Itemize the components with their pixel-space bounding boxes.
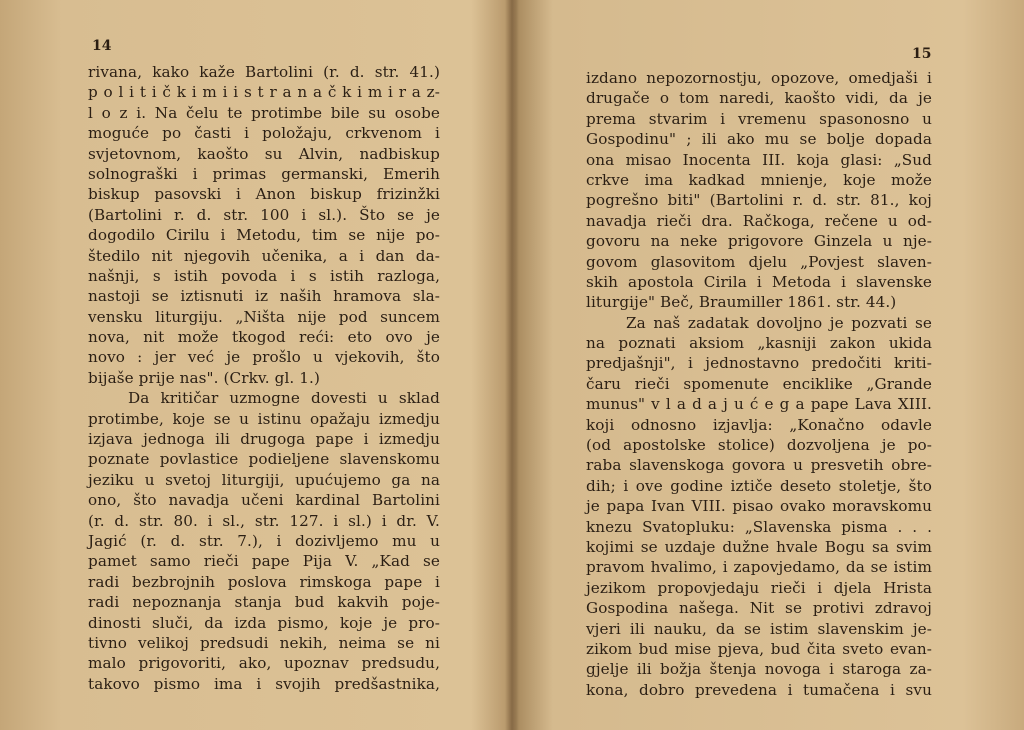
text-line: skih apostola Cirila i Metoda i slavenske	[586, 272, 932, 291]
text-line: čaru rieči spomenute enciklike „Grande	[586, 374, 932, 393]
text-line: Gospodinu" ; ili ako mu se bolje dopada	[586, 130, 932, 149]
text-line: izdano nepozornostju, opozove, omedjaši i	[586, 69, 932, 87]
text-line: predjašnji", i jednostavno predočiti kriti-	[586, 354, 932, 373]
text-line: novo : jer već je prošlo u vjekovih, što	[88, 348, 440, 367]
text-line: svjetovnom, kaošto su Alvin, nadbiskup	[88, 144, 440, 163]
text-line: jeziku u svetoj liturgiji, upućujemo ga na	[88, 470, 440, 489]
text-line: navadja rieči dra. Račkoga, rečene u od-	[586, 211, 932, 230]
text-line: je papa Ivan VIII. pisao ovako moravskomu	[586, 497, 932, 516]
text-line: moguće po časti i položaju, crkvenom i	[88, 124, 440, 143]
text-line: solnograški i primas germanski, Emerih	[88, 164, 440, 183]
text-line: poznate povlastice podieljene slavenskomu	[88, 450, 440, 469]
text-line: (r. d. str. 80. i sl., str. 127. i sl.) i dr. V.	[88, 511, 440, 530]
text-line: rivana, kako kaže Bartolini (r. d. str. 41.)	[88, 63, 440, 81]
text-line: na poznati aksiom „kasniji zakon ukida	[586, 334, 932, 353]
left-page-text	[88, 62, 440, 694]
text-line: jezikom propovjedaju rieči i djela Hrista	[586, 578, 932, 597]
text-line: prema stvarim i vremenu spasonosno u	[586, 109, 932, 128]
text-line: izjava jednoga ili drugoga pape i izmedju	[88, 430, 440, 449]
text-line: kona, dobro prevedena i tumačena i svu	[586, 680, 932, 699]
text-line: (od apostolske stolice) dozvoljena je po-	[586, 436, 932, 455]
text-line: zikom bud mise pjeva, bud čita sveto evan-	[586, 639, 932, 658]
text-line: gjelje ili božja štenja novoga i staroga za-	[586, 660, 932, 679]
text-line: liturgije" Beč, Braumiller 1861. str. 44.)	[586, 293, 897, 312]
text-line: koji odnosno izjavlja: „Konačno odavle	[586, 415, 932, 434]
text-line: Gospodina našega. Nit se protivi zdravoj	[586, 599, 932, 618]
text-line: p o l i t i č k i m i i s t r a n a č k i m i r a z-	[88, 83, 440, 102]
text-line: takovo pismo ima i svojih predšastnika,	[88, 674, 440, 693]
text-line: radi bezbrojnih poslova rimskoga pape i	[88, 572, 440, 591]
right-page	[512, 0, 1024, 730]
text-line: našnji, s istih povoda i s istih razloga,	[88, 266, 440, 285]
text-line: nova, nit može tkogod reći: eto ovo je	[88, 328, 440, 347]
text-line: govom glasovitom djelu „Povjest slaven-	[586, 252, 932, 271]
text-line: Za naš zadatak dovoljno je pozvati se	[626, 313, 932, 332]
text-line: kojimi se uzdaje dužne hvale Bogu sa svim	[586, 537, 932, 556]
text-line: (Bartolini r. d. str. 100 i sl.). Što se je	[88, 205, 440, 224]
text-line: štedilo nit njegovih učenika, a i dan da-	[88, 246, 440, 265]
page-number-left: 14	[92, 38, 112, 54]
text-line: knezu Svatopluku: „Slavenska pisma . . .	[586, 517, 932, 536]
text-line: radi nepoznanja stanja bud kakvih poje-	[88, 593, 440, 612]
text-line: l o z i. Na čelu te protimbe bile su osobe	[88, 103, 440, 122]
text-line: ona misao Inocenta III. koja glasi: „Sud	[586, 150, 932, 169]
text-line: biskup pasovski i Anon biskup frizinžki	[88, 185, 440, 204]
text-line: pamet samo rieči pape Pija V. „Kad se	[88, 552, 440, 571]
text-line: protimbe, koje se u istinu opažaju izmedju	[88, 409, 440, 428]
text-line: raba slavenskoga govora u presvetih obre-	[586, 456, 932, 475]
text-line: malo prigovoriti, ako, upoznav predsudu,	[88, 654, 440, 673]
text-line: ono, što navadja učeni kardinal Bartolini	[88, 491, 440, 510]
text-line: munus" v l a d a j u ć e g a pape Lava XIII.	[586, 395, 932, 414]
text-line: Jagić (r. d. str. 7.), i dozivljemo mu u	[88, 531, 440, 550]
text-line: dinosti sluči, da izda pismo, koje je pro-	[88, 613, 440, 632]
text-line: vensku liturgiju. „Ništa nije pod suncem	[88, 307, 440, 326]
text-line: dih; i ove godine iztiče deseto stoletje, što	[586, 476, 932, 495]
text-line: govoru na neke prigovore Ginzela u nje-	[586, 232, 932, 251]
text-line: pravom hvalimo, i zapovjedamo, da se istim	[586, 558, 932, 577]
text-line: nastoji se iztisnuti iz naših hramova sla-	[88, 287, 440, 306]
text-line: vjeri ili nauku, da se istim slavenskim je-	[586, 619, 932, 638]
text-line: dogodilo Cirilu i Metodu, tim se nije po-	[88, 226, 440, 245]
right-page-text	[586, 68, 932, 700]
text-line: bijaše prije nas". (Crkv. gl. 1.)	[88, 368, 320, 387]
text-line: drugače o tom naredi, kaošto vidi, da je	[586, 89, 932, 108]
text-line: pogrešno biti" (Bartolini r. d. str. 81., koj	[586, 191, 932, 210]
page-number-right: 15	[912, 46, 932, 62]
text-line: tivno velikoj predsudi nekih, neima se ni	[88, 633, 440, 652]
text-line: Da kritičar uzmogne dovesti u sklad	[128, 389, 440, 408]
text-line: crkve ima kadkad mnienje, koje može	[586, 170, 932, 189]
